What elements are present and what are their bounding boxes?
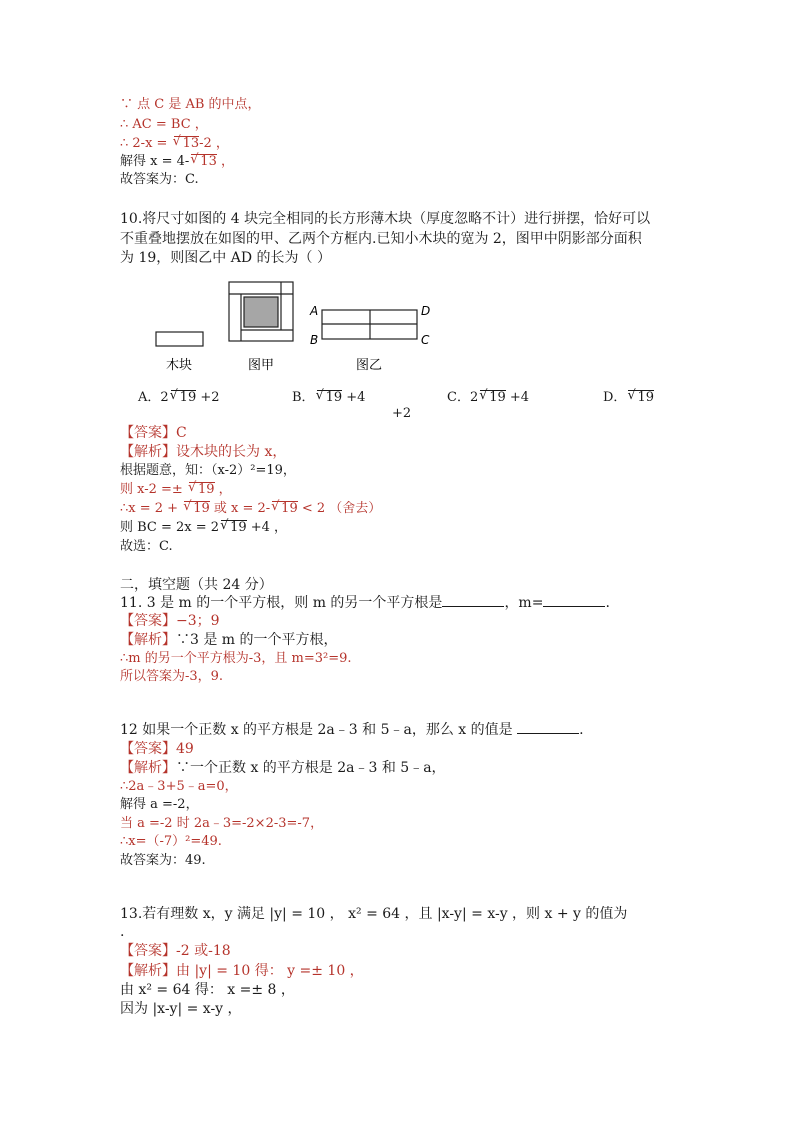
- q10-text-line2: 不重叠地摆放在如图的甲、乙两个方框内.已知小木块的宽为 2，图甲中阴影部分面积: [120, 231, 642, 247]
- q10-analysis-line6: 故选：C.: [120, 539, 173, 554]
- q10-analysis-line4: ∴x = 2 + √ 19 或 x = 2-√ 19 < 2 （舍去）: [120, 500, 381, 518]
- q10-text-line3: 为 19，则图乙中 AD 的长为（ ）: [120, 250, 331, 266]
- sol9-line3: ∴ 2-x = √ 13-2 ，: [120, 135, 229, 153]
- q10-figure: [140, 276, 460, 376]
- sol9-line2: ∴ AC = BC ，: [120, 117, 208, 132]
- q13-analysis-line2: 由 x² = 64 得： x =± 8 ，: [120, 982, 295, 998]
- shaded-square: [244, 297, 278, 327]
- sol9-line1: ∵ 点 C 是 AB 的中点，: [120, 97, 261, 112]
- q13-question-line2: .: [120, 924, 125, 940]
- q12-analysis-line2: ∴2a﹣3+5﹣a=0，: [120, 779, 238, 794]
- sqrt-symbol: √ 19: [184, 501, 210, 516]
- choice-a: A．2√ 19 +2: [138, 386, 220, 405]
- label-block: 木块: [165, 358, 193, 373]
- label-B: B: [310, 333, 319, 347]
- q13-analysis-line1: 【解析】由 |y| = 10 得： y =± 10 ，: [120, 963, 364, 979]
- label-D: D: [421, 304, 431, 318]
- sqrt-symbol: √ 19: [317, 390, 343, 405]
- label-jia: 图甲: [247, 358, 275, 373]
- q11-question: 11. 3 是 m 的一个平方根，则 m 的另一个平方根是 ，m= .: [120, 595, 610, 611]
- label-yi: 图乙: [355, 358, 383, 373]
- q12-analysis-line1: 【解析】∵一个正数 x 的平方根是 2a﹣3 和 5﹣a，: [120, 760, 446, 776]
- sqrt-symbol: √ 19: [189, 482, 215, 497]
- q11-analysis-line3: 所以答案为-3，9.: [120, 669, 224, 684]
- q11-analysis-line1: 【解析】∵3 是 m 的一个平方根，: [120, 632, 338, 648]
- q13-answer: 【答案】-2 或-18: [120, 943, 231, 959]
- q12-analysis-line4: 当 a =-2 时 2a﹣3=-2×2-3=-7，: [120, 816, 324, 831]
- answer-blank: [442, 594, 504, 607]
- q12-analysis-line6: 故答案为：49.: [120, 853, 206, 868]
- q10-analysis-line3: 则 x-2 =± √ 19 ，: [120, 481, 232, 499]
- q10-analysis-line1: 【解析】设木块的长为 x，: [120, 444, 287, 460]
- sqrt-symbol: √ 19: [480, 390, 506, 405]
- q10-answer: 【答案】C: [120, 425, 187, 441]
- q12-analysis-line5: ∴x=（-7）²=49.: [120, 834, 222, 849]
- sqrt-symbol: √ 19: [272, 501, 298, 516]
- q10-analysis-line2: 根据题意，知：（x-2）²=19，: [120, 463, 296, 478]
- choice-b: B．√ 19 +4: [292, 386, 365, 405]
- answer-blank: [517, 721, 579, 734]
- q10-analysis-line5: 则 BC = 2x = 2√ 19 +4 ，: [120, 519, 287, 537]
- choice-d: D．√ 19: [603, 386, 654, 405]
- label-C: C: [421, 333, 430, 347]
- figure-jia: [229, 282, 293, 341]
- sqrt-symbol: √ 19: [221, 520, 247, 535]
- wood-block-rect: [156, 332, 203, 346]
- figure-yi: [322, 310, 417, 339]
- q10-text-line1: 10.将尺寸如图的 4 块完全相同的长方形薄木块（厚度忽略不计）进行拼摆，恰好可以: [120, 211, 651, 227]
- q12-answer: 【答案】49: [120, 741, 194, 757]
- choice-d-wrap: +2: [392, 406, 412, 421]
- q11-answer: 【答案】−3；9: [120, 613, 220, 629]
- q12-analysis-line3: 解得 a =-2，: [120, 797, 199, 812]
- q12-question: 12 如果一个正数 x 的平方根是 2a﹣3 和 5﹣a，那么 x 的值是 .: [120, 722, 584, 738]
- sqrt-symbol: √ 13: [191, 154, 217, 169]
- answer-blank: [543, 594, 605, 607]
- sqrt-symbol: √ 19: [628, 390, 654, 405]
- q13-analysis-line3: 因为 |x-y| = x-y ，: [120, 1001, 242, 1017]
- q11-analysis-line2: ∴m 的另一个平方根为-3，且 m=3²=9.: [120, 651, 352, 666]
- sol9-line4: 解得 x = 4-√ 13 ，: [120, 153, 234, 171]
- choice-c: C．2√ 19 +4: [447, 386, 529, 405]
- label-A: A: [310, 304, 319, 318]
- sqrt-symbol: √ 13: [174, 136, 200, 151]
- sqrt-symbol: √ 19: [171, 390, 197, 405]
- section-title: 二，填空题（共 24 分）: [120, 577, 273, 593]
- sol9-line5: 故答案为：C.: [120, 172, 199, 187]
- q13-question-line1: 13.若有理数 x，y 满足 |y| = 10 ， x² = 64 ，且 |x-y| = x-y ，则 x + y 的值为: [120, 906, 628, 922]
